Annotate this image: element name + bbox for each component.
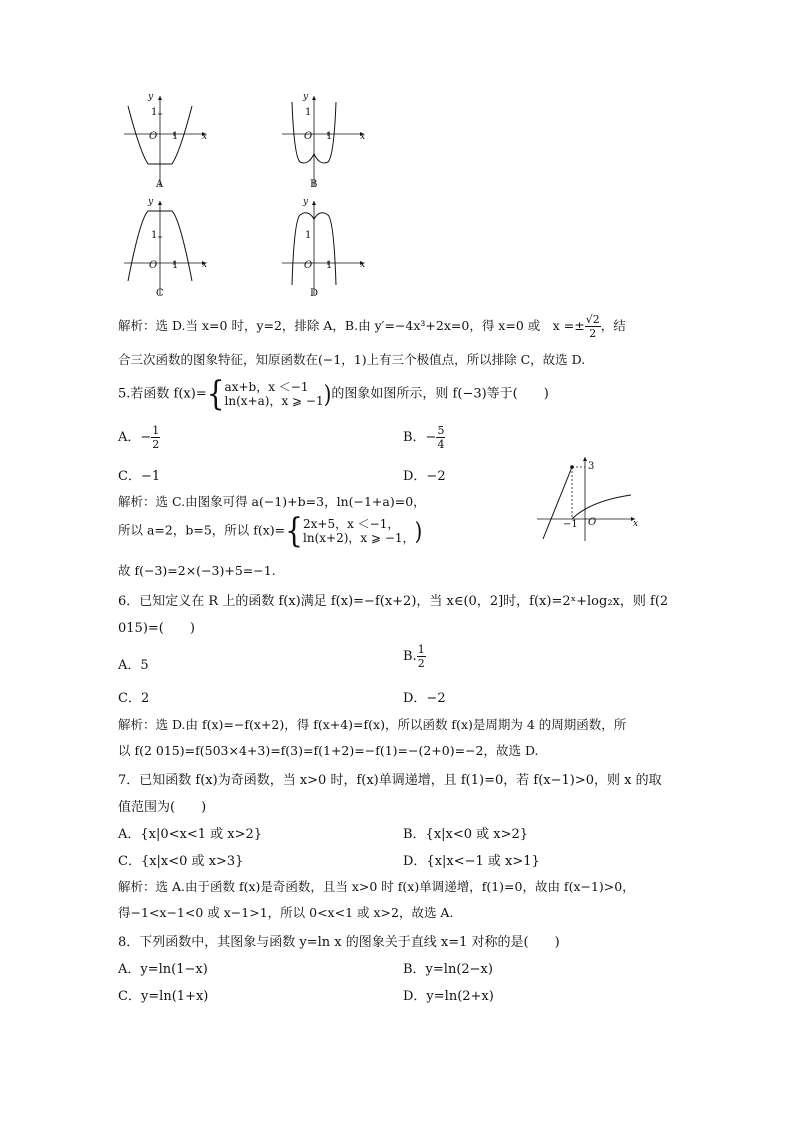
tick-x-1: 1 (172, 131, 179, 142)
graph-c-svg (118, 197, 213, 302)
option-fraction (436, 424, 445, 451)
graph-b (278, 92, 373, 192)
q6-option-b (403, 643, 426, 670)
x-label: x (202, 260, 208, 270)
q5-analysis-line1: 解析：选 C.由图象可得 a(−1)+b=3，ln(−1+a)=0， (118, 494, 426, 509)
q7-stem-line1: 7．已知函数 f(x)为奇函数，当 x>0 时，f(x)单调递增，且 f(1)=0，若 f(x−1)>0，则 x 的取 (118, 773, 662, 788)
left-brace: { (206, 373, 225, 414)
q7-analysis-line2: 得−1<x−1<0 或 x−1>1，所以 0<x<1 或 x>2，故选 A. (118, 905, 454, 920)
x-label: x (360, 260, 366, 270)
tick-y-1: 1 (151, 230, 158, 241)
q5-graph (535, 455, 645, 545)
q8-option-d: D．y=ln(2+x) (403, 989, 494, 1004)
graph-label: C (156, 288, 164, 299)
frac-den: 2 (152, 438, 160, 451)
graph-c (118, 197, 213, 302)
y-label: y (303, 92, 309, 102)
q6-analysis-line2: 以 f(2 015)=f(503×4+3)=f(3)=f(1+2)=−f(1)=−(2+0)=−2，故选 D. (118, 743, 539, 758)
option-label: B. (403, 649, 417, 664)
label-origin: O (588, 517, 597, 528)
origin-label: O (149, 131, 158, 142)
x-label: x (202, 132, 208, 142)
frac-num: 5 (437, 424, 445, 437)
graph-a (118, 92, 213, 192)
tick-x-1: 1 (172, 260, 179, 271)
origin-label: O (304, 131, 313, 142)
graph-label: B (310, 179, 318, 190)
case-1: ax+b，x ＜−1 (224, 380, 309, 394)
q7-option-c: C．{x|x<0 或 x>3} (118, 854, 244, 869)
x-label: x (360, 132, 366, 142)
q5-option-b (403, 424, 445, 451)
left-brace: { (285, 510, 303, 551)
y-label: y (148, 92, 154, 102)
q8-option-b: B．y=ln(2−x) (403, 962, 493, 977)
graph-a-svg (118, 92, 213, 192)
q6-option-d: D．−2 (403, 691, 446, 706)
origin-label: O (149, 260, 158, 271)
y-label: y (148, 197, 154, 207)
right-paren: ) (414, 516, 423, 546)
origin-label: O (304, 260, 313, 271)
frac-den: 2 (589, 327, 597, 340)
q5-cases (225, 380, 324, 408)
solution-cases (303, 517, 415, 545)
frac-num: √2 (585, 313, 600, 326)
case-1: 2x+5，x ＜−1， (303, 517, 400, 531)
option-fraction (151, 424, 160, 451)
log-piece (572, 495, 631, 519)
q7-stem-line2: 值范围为( ) (118, 800, 207, 815)
q5-option-d: D．−2 (403, 469, 446, 484)
q6-stem-line2: 015)=( ) (118, 621, 195, 636)
label-neg1: −1 (563, 519, 578, 530)
case-2: ln(x+a)，x ⩾ −1 (224, 394, 324, 408)
sqrt2-over-2 (585, 313, 601, 340)
q4-analysis-text-b: ，结 (600, 318, 626, 333)
graph-label: A (156, 179, 164, 190)
q7-analysis-line1: 解析：选 A.由于函数 f(x)是奇函数，且当 x>0 时 f(x)单调递增，f(1)=0，故由 f(x−1)>0， (118, 879, 635, 894)
q5-analysis-line2 (118, 510, 423, 551)
tick-y-1: 1 (151, 107, 158, 118)
frac-num: 1 (417, 643, 425, 656)
tick-x-1: 1 (326, 260, 333, 271)
q7-option-b: B．{x|x<0 或 x>2} (403, 827, 529, 842)
option-label: A．− (118, 430, 152, 445)
graph-d-svg (278, 197, 373, 302)
case-2: ln(x+2)，x ⩾ −1， (303, 531, 415, 545)
option-label: B．− (403, 430, 437, 445)
q7-option-a: A．{x|0<x<1 或 x>2} (118, 827, 263, 842)
q6-stem-line1: 6．已知定义在 R 上的函数 f(x)满足 f(x)=−f(x+2)，当 x∈(0，2]时，f(x)=2ˣ+log₂x，则 f(2 (118, 594, 669, 609)
q5-option-c: C．−1 (118, 469, 161, 484)
q8-stem: 8．下列函数中，其图象与函数 y=ln x 的图象关于直线 x=1 对称的是( ) (118, 935, 560, 950)
q4-analysis-line1 (118, 313, 626, 340)
frac-num: 1 (152, 424, 160, 437)
q8-option-a: A．y=ln(1−x) (118, 962, 208, 977)
label-3: 3 (588, 461, 595, 472)
graph-d (278, 197, 373, 302)
q5-stem (118, 373, 549, 414)
q7-option-d: D．{x|x<−1 或 x>1} (403, 854, 540, 869)
graph-label: D (310, 288, 319, 299)
q5-stem-a: 5.若函数 f(x)= (118, 386, 207, 402)
q6-analysis-line1: 解析：选 D.由 f(x)=−f(x+2)，得 f(x+4)=f(x)，所以函数 f(x)是周期为 4 的周期函数，所 (118, 717, 627, 732)
q8-option-c: C．y=ln(1+x) (118, 989, 209, 1004)
q6-option-a: A．5 (118, 658, 149, 673)
analysis2-a: 所以 a=2，b=5，所以 f(x)= (118, 522, 286, 538)
option-fraction (417, 643, 426, 670)
tick-y-1: 1 (305, 107, 312, 118)
y-label: y (303, 197, 309, 207)
q6-option-c: C．2 (118, 691, 150, 706)
q5-analysis-line3: 故 f(−3)=2×(−3)+5=−1. (118, 563, 276, 578)
right-paren: ) (323, 379, 332, 409)
q5-option-a (118, 424, 160, 451)
graph-b-svg (278, 92, 373, 192)
tick-y-1: 1 (305, 230, 312, 241)
frac-den: 4 (437, 438, 445, 451)
frac-den: 2 (417, 657, 425, 670)
q4-analysis-text-a: 解析：选 D.当 x=0 时，y=2，排除 A，B.由 y′=−4x³+2x=0，得 x=0 或 x =± (118, 318, 585, 333)
q5-stem-b: 的图象如图所示，则 f(−3)等于( ) (331, 386, 549, 402)
label-x: x (633, 519, 639, 529)
q4-analysis-line2: 合三次函数的图象特征，知原函数在(−1，1)上有三个极值点，所以排除 C，故选 D. (118, 352, 586, 367)
tick-x-1: 1 (326, 131, 333, 142)
